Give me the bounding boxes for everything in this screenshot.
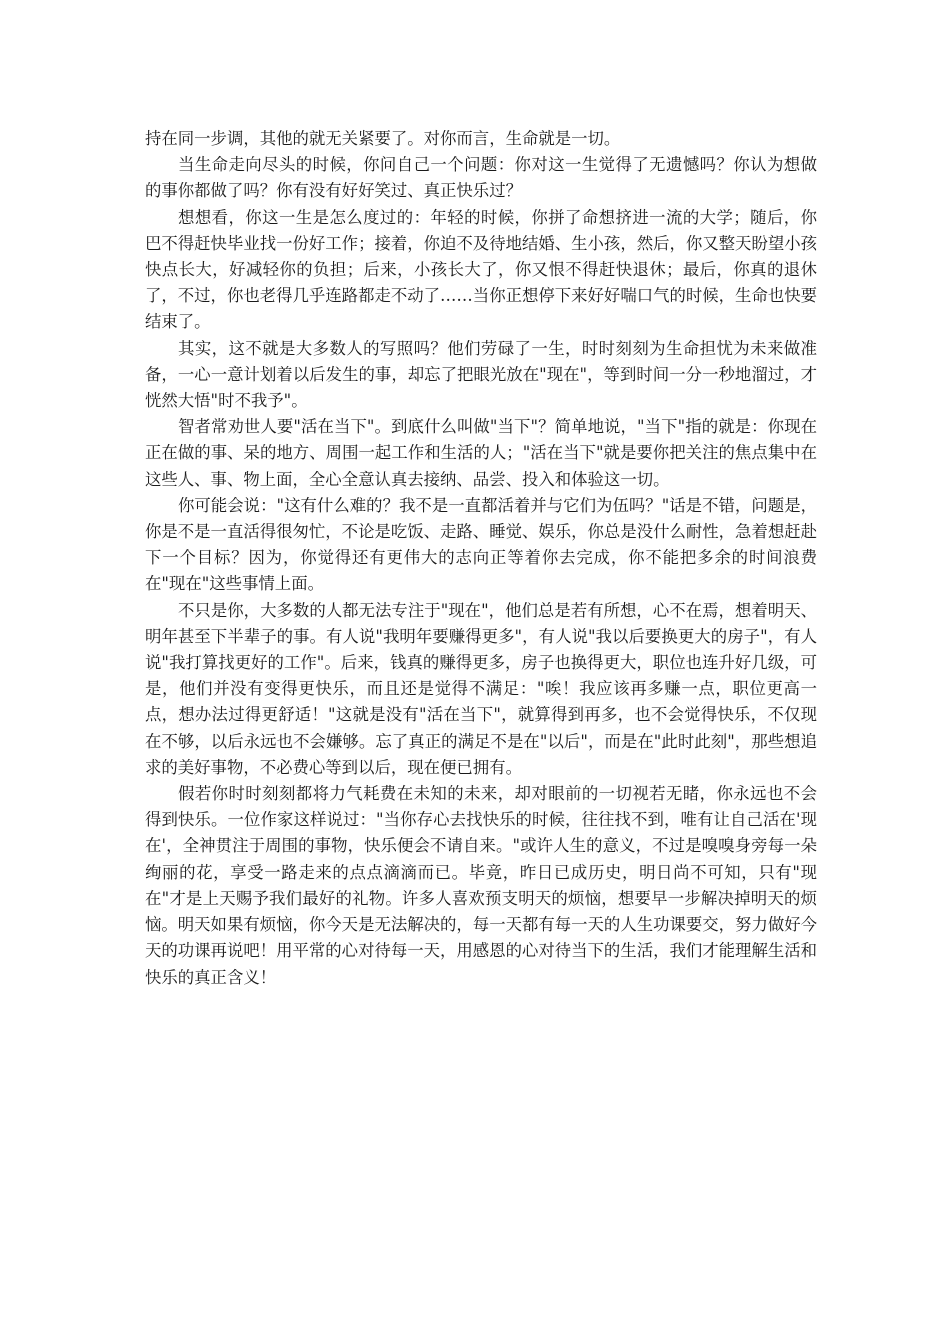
- paragraph-continuation: 持在同一步调，其他的就无关紧要了。对你而言，生命就是一切。: [145, 129, 621, 148]
- paragraph: 智者常劝世人要"活在当下"。到底什么叫做"当下"？简单地说，"当下"指的就是：你现在正在做的事、呆的地方、周围一起工作和生活的人；"活在当下"就是要你把关注的焦点集中在这些人、事、物上面，全心全意认真去接纳、品尝、投入和体验这一切。: [145, 417, 817, 489]
- paragraph: 当生命走向尽头的时候，你问自己一个问题：你对这一生觉得了无遗憾吗？你认为想做的事你都做了吗？你有没有好好笑过、真正快乐过？: [145, 155, 817, 201]
- paragraph: 不只是你，大多数的人都无法专注于"现在"，他们总是若有所想，心不在焉，想着明天、明年甚至下半辈子的事。有人说"我明年要赚得更多"，有人说"我以后要换更大的房子"，有人说"我打算找更好的工作"。后来，钱真的赚得更多，房子也换得更大，职位也连升好几级，可是，他们并没有变得更快乐，而且还是觉得不满足："唉！我应该再多赚一点，职位更高一点，想办法过得更舒适！"这就是没有"活在当下"，就算得到再多，也不会觉得快乐，不仅现在不够，以后永远也不会嫌够。忘了真正的满足不是在"以后"，而是在"此时此刻"，那些想追求的美好事物，不必费心等到以后，现在便已拥有。: [145, 600, 817, 777]
- paragraph: 假若你时时刻刻都将力气耗费在未知的未来，却对眼前的一切视若无睹，你永远也不会得到快乐。一位作家这样说过："当你存心去找快乐的时候，往往找不到，唯有让自己活在'现在'，全神贯注于周围的事物，快乐便会不请自来。"或许人生的意义，不过是嗅嗅身旁每一朵绚丽的花，享受一路走来的点点滴滴而已。毕竟，昨日已成历史，明日尚不可知，只有"现在"才是上天赐予我们最好的礼物。许多人喜欢预支明天的烦恼，想要早一步解决掉明天的烦恼。明天如果有烦恼，你今天是无法解决的，每一天都有每一天的人生功课要交，努力做好今天的功课再说吧！用平常的心对待每一天，用感恩的心对待当下的生活，我们才能理解生活和快乐的真正含义！: [145, 784, 818, 987]
- paragraph: 你可能会说："这有什么难的？我不是一直都活着并与它们为伍吗？"话是不错，问题是，你是不是一直活得很匆忙，不论是吃饭、走路、睡觉、娱乐，你总是没什么耐性，急着想赶赴下一个目标？因为，你觉得还有更伟大的志向正等着你去完成，你不能把多余的时间浪费在"现在"这些事情上面。: [145, 495, 818, 594]
- article-body: [145, 126, 817, 991]
- paragraph: 其实，这不就是大多数人的写照吗？他们劳碌了一生，时时刻刻为生命担忧为未来做准备，一心一意计划着以后发生的事，却忘了把眼光放在"现在"，等到时间一分一秒地溜过，才恍然大悟"时不我予"。: [145, 338, 817, 411]
- paragraph: 想想看，你这一生是怎么度过的：年轻的时候，你拼了命想挤进一流的大学；随后，你巴不得赶快毕业找一份好工作；接着，你迫不及待地结婚、生小孩，然后，你又整天盼望小孩快点长大，好减轻你的负担；后来，小孩长大了，你又恨不得赶快退休；最后，你真的退休了，不过，你也老得几乎连路都走不动了……当你正想停下来好好喘口气的时候，生命也快要结束了。: [145, 207, 818, 332]
